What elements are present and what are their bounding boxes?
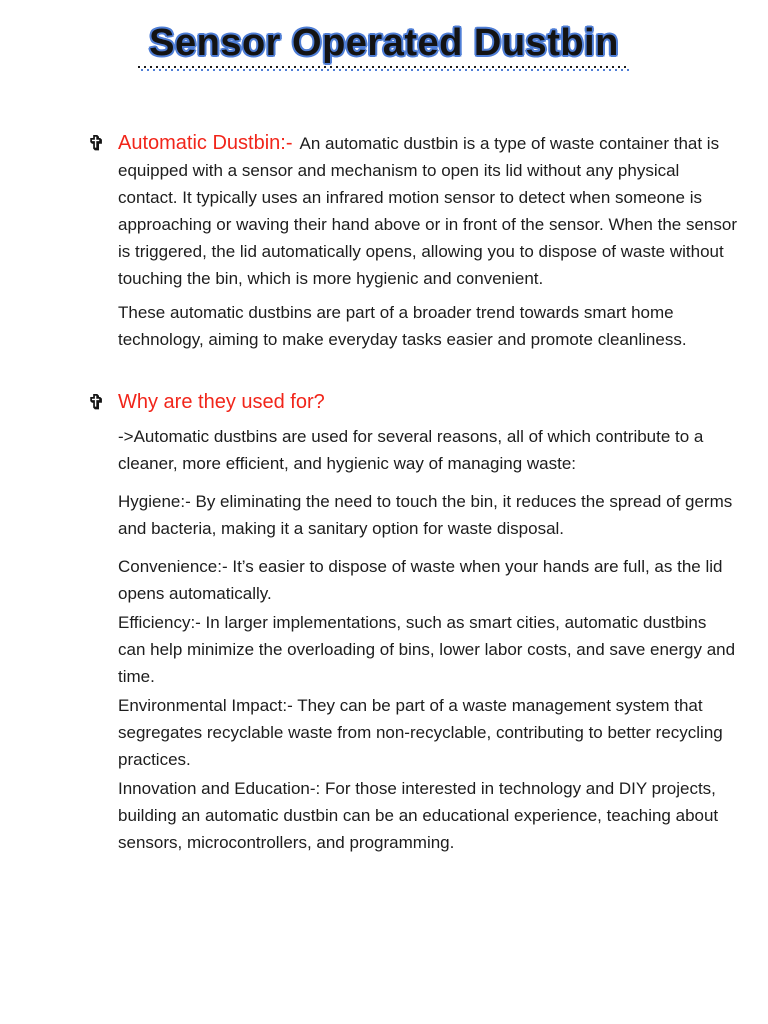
paragraph: Environmental Impact:- They can be part of a waste management system that segregates recyclable waste from non-recyclable, contributing to better recycling practices. [118, 696, 723, 769]
document-body [88, 130, 737, 856]
paragraph: Efficiency:- In larger implementations, such as smart cities, automatic dustbins can help minimize the overloading of bins, lower labor costs, and save energy and time. [118, 613, 736, 686]
title-block [0, 22, 768, 72]
section-why-used [88, 389, 737, 856]
paragraph: ->Automatic dustbins are used for several reasons, all of which contribute to a cleaner, more efficient, and hygienic way of managing waste: [118, 427, 704, 473]
paragraph [118, 130, 737, 292]
cross-bullet-icon: ✞ [88, 392, 105, 414]
title-underline-dots [138, 66, 630, 72]
paragraph: Hygiene:- By eliminating the need to touch the bin, it reduces the spread of germs and bacteria, making it a sanitary option for waste disposal. [118, 492, 733, 538]
paragraph: These automatic dustbins are part of a broader trend towards smart home technology, aiming to make everyday tasks easier and promote cleanliness. [118, 303, 687, 349]
paragraph-text: An automatic dustbin is a type of waste container that is equipped with a sensor and mechanism to open its lid without any physical contact. It typically uses an infrared motion sensor to detect when someone is approaching or waving their hand above or in front of the sensor. When the sensor is triggered, the lid automatically opens, allowing you to dispose of waste without touching the bin, which is more hygienic and convenient. [118, 134, 737, 288]
section-heading-line [118, 389, 737, 416]
paragraph: Innovation and Education-: For those interested in technology and DIY projects, building an automatic dustbin can be an educational experience, teaching about sensors, microcontrollers, and programming. [118, 779, 719, 852]
paragraph: Convenience:- It’s easier to dispose of waste when your hands are full, as the lid opens automatically. [118, 557, 723, 603]
section-automatic-dustbin [88, 130, 737, 353]
section-heading: Why are they used for? [118, 391, 325, 413]
document-title: Sensor Operated Dustbin [149, 22, 619, 64]
cross-bullet-icon: ✞ [88, 133, 105, 155]
section-heading: Automatic Dustbin:- [118, 132, 293, 154]
